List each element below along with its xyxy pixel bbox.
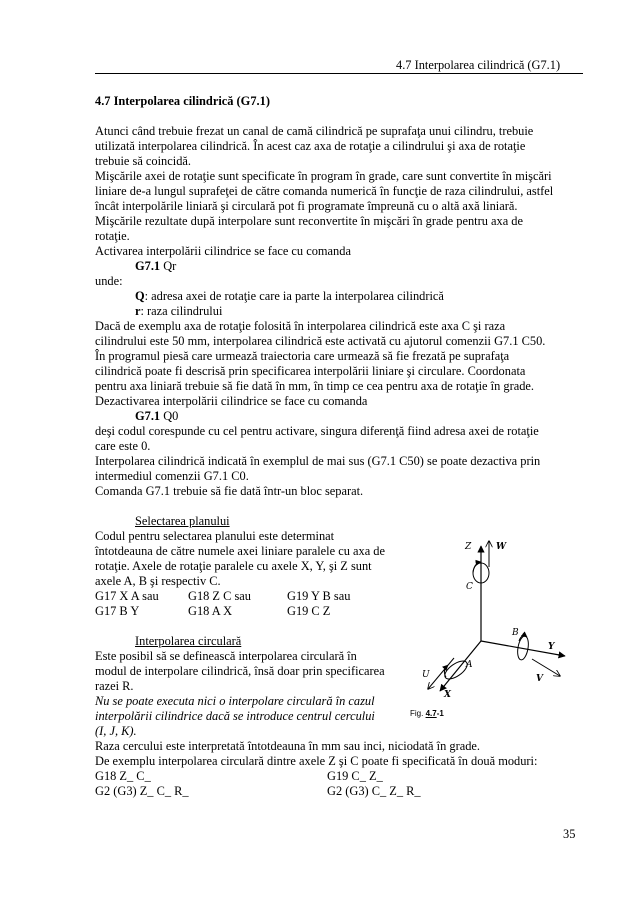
- text-line: Dezactivarea interpolării cilindrice se face cu comanda: [95, 394, 368, 408]
- text-line: (I, J, K).: [95, 724, 137, 738]
- text-line: modul de interpolare cilindrică, însă doar prin specificarea: [95, 664, 385, 678]
- text-line: Dacă de exemplu axa de rotaţie folosită în interpolarea cilindrică este axa C şi raza: [95, 319, 506, 333]
- axes-figure: [410, 531, 586, 714]
- example-code: G18 Z_ C_: [95, 769, 151, 783]
- plane-code: G18 Z C sau: [188, 589, 251, 603]
- label-y: Y: [548, 642, 555, 652]
- section-title: 4.7 Interpolarea cilindrică (G7.1): [95, 94, 270, 108]
- caption-number: 4.7: [425, 709, 437, 718]
- definition-text: : adresa axei de rotaţie care ia parte la interpolarea cilindrică: [144, 289, 444, 303]
- example-code: G2 (G3) Z_ C_ R_: [95, 784, 189, 798]
- figure-caption: [410, 709, 444, 718]
- c-rotation-arrow: [473, 562, 481, 573]
- example-code: G19 C_ Z_: [327, 769, 383, 783]
- label-a: A: [466, 660, 473, 670]
- text-line: rotaţie. Axele de rotaţie paralele cu axele X, Y, şi Z sunt: [95, 559, 372, 573]
- text-line: Mişcările rezultate după interpolare sunt reconvertite în mişcări în grade pentru axa de: [95, 214, 523, 228]
- command-code: G7.1: [135, 259, 161, 273]
- subheading-plane-selection: Selectarea planului: [135, 514, 230, 528]
- text-line: interpolării cilindrice dacă se introduce centrul cercului: [95, 709, 375, 723]
- text-line: pentru axa liniară trebuie să fie dată în mm, în timp ce cea pentru axa de rotaţie în grade.: [95, 379, 534, 393]
- caption-suffix: -1: [436, 709, 444, 718]
- label-v: V: [536, 674, 543, 684]
- definition-text: : raza cilindrului: [140, 304, 223, 318]
- plane-code: G19 C Z: [287, 604, 331, 618]
- definition-key: Q: [135, 289, 145, 303]
- u-arrow: [428, 658, 454, 689]
- definition-r: [135, 304, 222, 319]
- label-w: W: [496, 542, 507, 552]
- text-line: rotaţie.: [95, 229, 130, 243]
- page-number: 35: [563, 827, 576, 841]
- definition-key: r: [135, 304, 141, 318]
- plane-code: G18 A X: [188, 604, 233, 618]
- text-line: Interpolarea cilindrică indicată în exemplul de mai sus (G7.1 C50) se poate dezactiva prin: [95, 454, 541, 468]
- text-line: Raza cercului este interpretată întotdeauna în mm sau inci, niciodată în grade.: [95, 739, 480, 753]
- command-code: G7.1: [135, 409, 161, 423]
- label-c: C: [466, 582, 473, 592]
- plane-code: G17 X A sau: [95, 589, 159, 603]
- text-line: Atunci când trebuie frezat un canal de camă cilindrică pe suprafaţa unui cilindru, trebuie: [95, 124, 534, 138]
- x-axis-line: [440, 641, 481, 691]
- text-line: Nu se poate executa nici o interpolare circulară în cazul: [95, 694, 375, 708]
- plane-code: G17 B Y: [95, 604, 140, 618]
- text-line: Mişcările axei de rotaţie sunt specificate în program în grade, care sunt convertite în mişcări: [95, 169, 552, 183]
- text-line: încât interpolările liniară şi circulară pot fi programate împreună cu o altă axă liniară.: [95, 199, 518, 213]
- text-line: întotdeauna de către numele axei liniare paralele cu axa de: [95, 544, 385, 558]
- axes-diagram: [410, 531, 586, 709]
- caption-prefix: Fig.: [410, 709, 426, 718]
- text-line: deşi codul corespunde cu cel pentru activare, singura diferenţă fiind adresa axei de rotaţie: [95, 424, 539, 438]
- running-header: 4.7 Interpolarea cilindrică (G7.1): [396, 58, 561, 72]
- text-line: Este posibil să se definească interpolarea circulară în: [95, 649, 357, 663]
- example-code: G2 (G3) C_ Z_ R_: [327, 784, 421, 798]
- label-x: X: [444, 690, 451, 700]
- text-line: Comanda G7.1 trebuie să fie dată într-un bloc separat.: [95, 484, 364, 498]
- unde-label: unde:: [95, 274, 123, 288]
- label-z: Z: [465, 542, 472, 552]
- text-line: În programul piesă care urmează traiectoria care urmează să fie frezată pe suprafaţa: [95, 349, 510, 363]
- text-line: Activarea interpolării cilindrice se face cu comanda: [95, 244, 351, 258]
- text-line: axele A, B şi respectiv C.: [95, 574, 221, 588]
- header-rule: [95, 73, 583, 74]
- label-u: U: [422, 670, 430, 680]
- text-line: Codul pentru selectarea planului este determinat: [95, 529, 335, 543]
- text-line: utilizată interpolarea cilindrică. În acest caz axa de rotaţie a cilindrului şi axa de rotaţie: [95, 139, 526, 153]
- command-arg: Qr: [160, 259, 177, 273]
- command-arg: Q0: [160, 409, 179, 423]
- text-line: trebuie să coincidă.: [95, 154, 191, 168]
- subheading-circular-interpolation: Interpolarea circulară: [135, 634, 242, 648]
- text-line: cilindrului este 50 mm, interpolarea cilindrică este activată cu ajutorul comenzii G7.1 C50.: [95, 334, 546, 348]
- plane-code: G19 Y B sau: [287, 589, 351, 603]
- text-line: care este 0.: [95, 439, 151, 453]
- command-deactivate: [135, 409, 178, 424]
- text-line: liniare de-a lungul suprafeţei de către comanda numerică în funcţie de raza cilindrului, astfel: [95, 184, 554, 198]
- command-activate: [135, 259, 176, 274]
- text-line: razei R.: [95, 679, 134, 693]
- text-line: De exemplu interpolarea circulară dintre axele Z şi C poate fi specificată în două moduri:: [95, 754, 538, 768]
- label-b: B: [512, 628, 519, 638]
- text-line: cilindrică poate fi descrisă prin specificarea interpolării liniare şi circulare. Coordonata: [95, 364, 526, 378]
- text-line: intermediul comenzii G7.1 C0.: [95, 469, 249, 483]
- definition-q: [135, 289, 444, 304]
